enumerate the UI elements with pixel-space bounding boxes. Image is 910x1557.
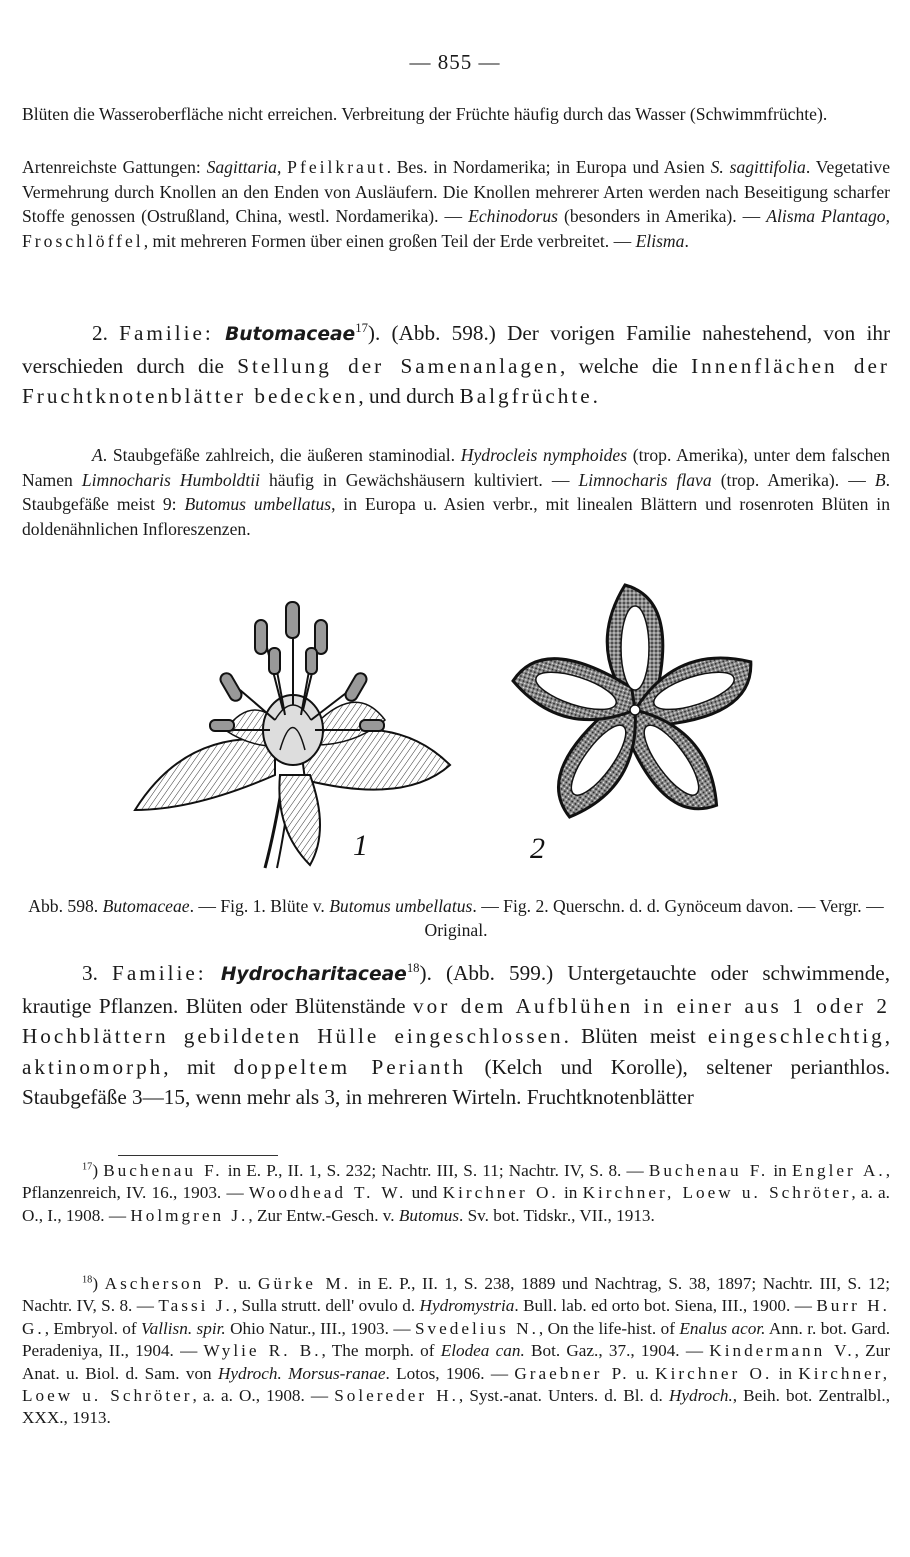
figure-label-1: 1 bbox=[353, 829, 368, 862]
family-3-paragraph: 3. Familie: Hydrocharitaceae$^{18}$). (Abb. 599.) Untergetauchte oder schwimmende, krautige Pflanzen. Blüten oder Blütenstände vor dem Aufblühen in einer aus 1 oder 2 Hochblättern gebildeten Hülle eingeschlossen. Blüten meist eingeschlechtig, aktinomorph, mit doppeltem Perianth (Kelch und Korolle), seltener perianthlos. Staubgefäße 3—15, wenn mehr als 3, in mehreren Wirteln. Fruchtknotenblätter bbox=[22, 960, 891, 1109]
footnote-17: $^{17}$) Buchenau F. in E. P., II. 1, S. 232; Nachtr. III, S. 11; Nachtr. IV, S. 8. — Buchenau F. in Engler A., Pflanzenreich, IV. 16., 1903. — Woodhead T. W. und Kirchner O. in Kirchner, Loew u. Schröter, a. a. O., I., 1908. — Holmgren J., Zur Entw.-Gesch. v. Butomus. Sv. bot. Tidskr., VII., 1913. bbox=[22, 1161, 890, 1225]
family-2-species-paragraph: A. Staubgefäße zahlreich, die äußeren staminodial. Hydrocleis nymphoides (trop. Amerika), unter dem falschen Namen Limnocharis Humboldtii häufig in Gewächshäusern kultiviert. — Limnocharis flava (trop. Amerika). — B. Staubgefäße meist 9: Butomus umbellatus, in Europa u. Asien verbr., mit linealen Blättern und rosenroten Blüten in doldenähnlichen Infloreszenzen. bbox=[22, 445, 891, 539]
page-number: — 855 — bbox=[409, 50, 501, 74]
family-2-paragraph: 2. Familie: Butomaceae$^{17}$). (Abb. 598.) Der vorigen Familie nahestehend, von ihr verschieden durch die Stellung der Samenanlagen, welche die Innenflächen der Fruchtknotenblätter bedecken, und durch Balgfrüchte. bbox=[22, 320, 891, 408]
family-3-name: Hydrocharitaceae bbox=[220, 964, 407, 985]
footnote-18: $^{18}$) Ascherson P. u. Gürke M. in E. P., II. 1, S. 238, 1889 und Nachtrag, S. 38, 1897; Nachtr. III, S. 12; Nachtr. IV, S. 8. — Tassi J., Sulla strutt. dell' ovulo d. Hydromystria. Bull. lab. ed orto bot. Siena, III., 1900. — Burr H. G., Embryol. of Vallisn. spir. Ohio Natur., III., 1903. — Svedelius N., On the life-hist. of Enalus acor. Ann. r. bot. Gard. Peradeniya, II., 1904. — Wylie R. B., The morph. of Elodea can. Bot. Gaz., 37., 1904. — Kindermann V., Zur Anat. u. Biol. d. Sam. von Hydroch. Morsus-ranae. Lotos, 1906. — Graebner P. u. Kirchner O. in Kirchner, Loew u. Schröter, a. a. O., 1908. — Solereder H., Syst.-anat. Unters. d. Bl. d. Hydroch., Beih. bot. Zentralbl., XXX., 1913. bbox=[22, 1274, 891, 1428]
figure-label-2: 2 bbox=[530, 832, 545, 865]
footnote-rule bbox=[118, 1155, 278, 1156]
footnote-ref-18: 18 bbox=[406, 960, 420, 975]
genera-paragraph: Artenreichste Gattungen: Sagittaria, Pfeilkraut. Bes. in Nordamerika; in Europa und Asien S. sagittifolia. Vegetative Vermehrung durch Knollen an den Enden von Ausläufern. Die Knollen mehrerer Arten werden nach Beseitigung scharfer Stoffe genossen (Ostrußland, China, westl. Nordamerika). — Echinodorus (besonders in Amerika). — Alisma Plantago, Froschlöffel, mit mehreren Formen über einen großen Teil der Erde verbreitet. — Elisma. bbox=[22, 157, 890, 251]
family-2-name: Butomaceae bbox=[225, 324, 356, 345]
flower-drawing bbox=[135, 602, 450, 868]
figure-598 bbox=[125, 580, 775, 870]
gynoecium-cross-section bbox=[508, 585, 763, 827]
figure-caption: Abb. 598. Butomaceae. — Fig. 1. Blüte v. Butomus umbellatus. — Fig. 2. Querschn. d. d. Gynöceum davon. — Vergr. — Original. bbox=[28, 895, 884, 940]
footnote-ref-17: 17 bbox=[355, 320, 368, 335]
family-3-label: Familie: bbox=[112, 961, 207, 985]
family-2-label: Familie: bbox=[119, 321, 214, 345]
intro-paragraph: Blüten die Wasseroberfläche nicht erreichen. Verbreitung der Früchte häufig durch das Wasser (Schwimmfrüchte). bbox=[22, 104, 828, 124]
